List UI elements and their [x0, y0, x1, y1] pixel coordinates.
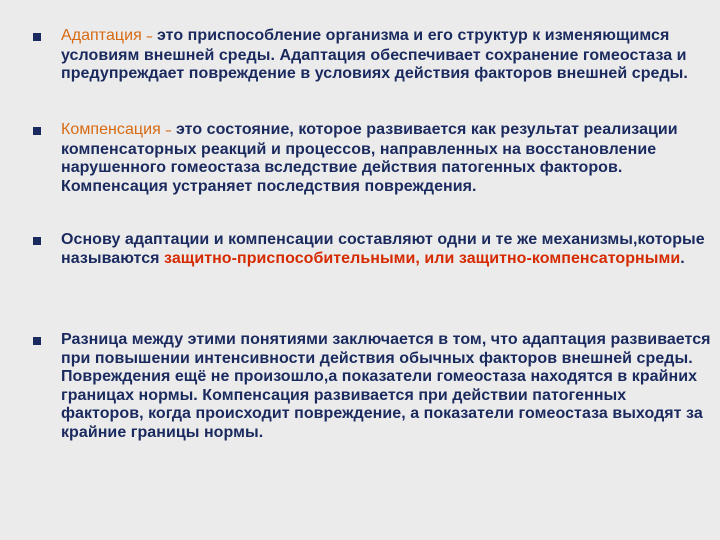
square-bullet-icon — [33, 337, 41, 345]
adaptation-paragraph — [61, 27, 713, 84]
difference-text: Разница между этими понятиями заключается в том, что адаптация развивается при повышении интенсивности действия обычных факторов внешней среды. Повреждения ещё не произошло,а показатели гомеостаза находятся в крайних границах нормы. Компенсация развивается при действии патогенных факторов, когда происходит повреждение, а показатели гомеостаза выходят за крайние границы нормы. — [61, 331, 711, 441]
compensation-definition: это состояние, которое развивается как результат реализации компенсаторных реакций и процессов, направленных на восстановление нарушенного гомеостаза вследствие действия патогенных факторов. Компенсация устраняет последствия повреждения. — [61, 121, 678, 195]
mechanisms-text: Основу адаптации и компенсации составляют одни и те же механизмы,которые называются — [61, 231, 705, 267]
term-adaptation: Адаптация — [61, 27, 142, 44]
compensation-paragraph — [61, 121, 713, 196]
term-dash: – — [165, 125, 172, 137]
square-bullet-icon — [33, 237, 41, 245]
mechanisms-highlight: защитно-приспособительными, или защитно-компенсаторными — [164, 249, 681, 267]
term-compensation: Компенсация — [61, 121, 161, 138]
mechanisms-text-end: . — [680, 249, 685, 267]
mechanisms-paragraph — [61, 231, 713, 268]
square-bullet-icon — [33, 127, 41, 135]
adaptation-definition: это приспособление организма и его структур к изменяющимся условиям внешней среды. Адаптация обеспечивает сохранение гомеостаза и предупреждает повреждение в условиях действия факторов внешней среды. — [61, 27, 688, 83]
difference-paragraph — [61, 331, 713, 443]
square-bullet-icon — [33, 33, 41, 41]
term-dash: – — [146, 31, 153, 43]
